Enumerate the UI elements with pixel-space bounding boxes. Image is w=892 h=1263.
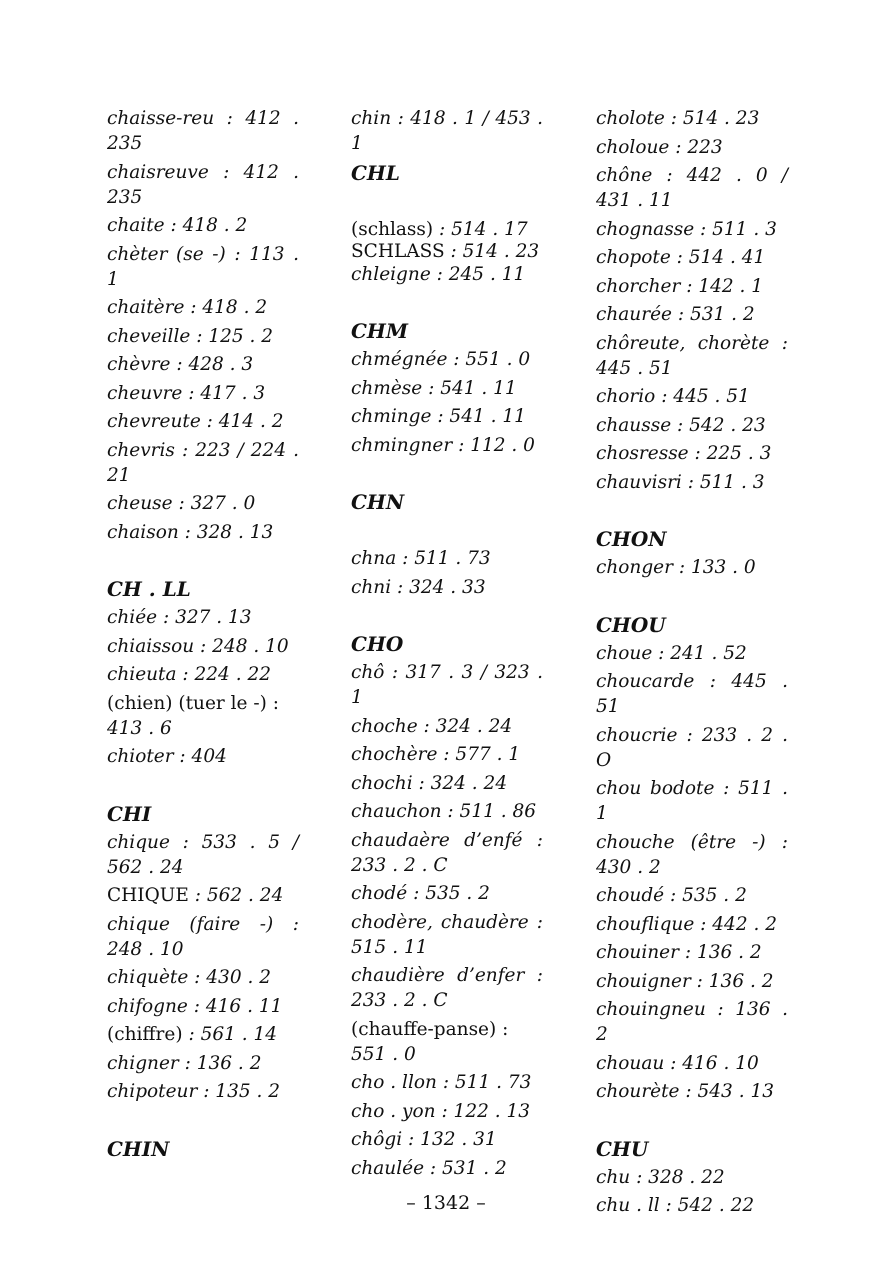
entry-chna: chna : 511 . 73 bbox=[351, 548, 491, 569]
entry-chien-term: (chien) (tuer le -) : bbox=[107, 692, 279, 714]
section-heading-chm: CHM bbox=[351, 319, 408, 343]
entry-chaulee: chaulée : 531 . 2 bbox=[351, 1157, 507, 1179]
entry-chiffre-term: (chiffre) bbox=[107, 1024, 183, 1045]
entry-chiee: chiée : 327 . 13 bbox=[107, 607, 252, 628]
section-heading-chin: CHIN bbox=[107, 1136, 170, 1161]
entry-chevreute: chevreute : 414 . 2 bbox=[107, 411, 284, 432]
entry-chmese: chmèse : 541 . 11 bbox=[351, 377, 517, 399]
entry-chiffre-ref: : 561 . 14 bbox=[182, 1024, 278, 1045]
entry-chioter: chioter : 404 bbox=[107, 746, 227, 767]
section-heading-ch-ll: CH . LL bbox=[107, 577, 191, 601]
entry-chevre: chèvre : 428 . 3 bbox=[107, 354, 254, 375]
entry-chni: chni : 324 . 33 bbox=[351, 576, 486, 598]
entry-cholote: cholote : 514 . 23 bbox=[596, 108, 760, 129]
entry-choue: choue : 241 . 52 bbox=[596, 642, 747, 664]
section-heading-chu: CHU bbox=[596, 1136, 649, 1161]
entry-chique-upper-term: CHIQUE bbox=[107, 885, 189, 906]
entry-chauvisri: chauvisri : 511 . 3 bbox=[596, 471, 765, 493]
entry-chauffe-panse bbox=[351, 1017, 543, 1067]
entry-choloue: choloue : 223 bbox=[596, 136, 723, 158]
entry-chone: chône : 442 . 0 / 431 . 11 bbox=[596, 165, 788, 211]
entry-chminge: chminge : 541 . 11 bbox=[351, 406, 526, 427]
entry-chouche: chouche (être -) : 430 . 2 bbox=[596, 831, 788, 878]
entry-chifogne: chifogne : 416 . 11 bbox=[107, 995, 283, 1017]
entry-chique-upper bbox=[107, 883, 299, 908]
entry-chigner: chigner : 136 . 2 bbox=[107, 1052, 262, 1074]
entry-chorio: chorio : 445 . 51 bbox=[596, 386, 750, 407]
entry-choreute: chôreute, chorète : 445 . 51 bbox=[596, 332, 788, 379]
entry-chu-ll: chu . ll : 542 . 22 bbox=[596, 1195, 755, 1216]
entry-chu: chu : 328 . 22 bbox=[596, 1166, 725, 1188]
entry-chmegnee: chmégnée : 551 . 0 bbox=[351, 349, 531, 370]
entry-chieuta: chieuta : 224 . 22 bbox=[107, 664, 272, 685]
entry-chique-faire: chique (faire -) : 248 . 10 bbox=[107, 913, 299, 960]
entry-cheveille: cheveille : 125 . 2 bbox=[107, 325, 274, 347]
entry-schlass-upper bbox=[351, 239, 543, 264]
entry-chosresse: chosresse : 225 . 3 bbox=[596, 443, 772, 464]
entry-choche: choche : 324 . 24 bbox=[351, 715, 513, 737]
section-heading-chi: CHI bbox=[107, 801, 152, 826]
entry-chonger: chonger : 133 . 0 bbox=[596, 557, 756, 578]
page-number: – 1342 – bbox=[406, 1192, 486, 1214]
entry-chollon: cho . llon : 511 . 73 bbox=[351, 1072, 532, 1093]
entry-chorcher: chorcher : 142 . 1 bbox=[596, 275, 764, 297]
entry-chognasse: chognasse : 511 . 3 bbox=[596, 218, 777, 240]
entry-chouflique: chouflique : 442 . 2 bbox=[596, 913, 778, 935]
entry-cheuvre: cheuvre : 417 . 3 bbox=[107, 382, 266, 404]
section-heading-chn: CHN bbox=[351, 490, 405, 514]
entry-schlass-term: (schlass) bbox=[351, 218, 434, 240]
entry-chaudaere: chaudaère d’enfé : 233 . 2 . C bbox=[351, 829, 543, 876]
entry-chiquete: chiquète : 430 . 2 bbox=[107, 967, 271, 988]
entry-chaison: chaison : 328 . 13 bbox=[107, 521, 274, 543]
entry-chausse: chausse : 542 . 23 bbox=[596, 414, 766, 436]
entry-cho: chô : 317 . 3 / 323 . 1 bbox=[351, 662, 543, 708]
entry-chevris: chevris : 223 / 224 . 21 bbox=[107, 439, 299, 486]
entry-chiffre bbox=[107, 1022, 299, 1047]
entry-choucarde: choucarde : 445 . 51 bbox=[596, 671, 788, 717]
entry-chodere: chodère, chaudère : 515 . 11 bbox=[351, 911, 543, 958]
entry-chin: chin : 418 . 1 / 453 . 1 bbox=[351, 108, 543, 154]
index-column-1 bbox=[107, 106, 299, 1165]
entry-cheuse: cheuse : 327 . 0 bbox=[107, 493, 256, 514]
entry-chipoteur: chipoteur : 135 . 2 bbox=[107, 1081, 281, 1102]
section-heading-chl: CHL bbox=[351, 160, 400, 185]
entry-chopote: chopote : 514 . 41 bbox=[596, 247, 766, 268]
section-heading-cho: CHO bbox=[351, 632, 404, 656]
entry-choyon: cho . yon : 122 . 13 bbox=[351, 1100, 531, 1122]
entry-chaite: chaite : 418 . 2 bbox=[107, 215, 248, 236]
section-heading-chon: CHON bbox=[596, 527, 667, 551]
entry-schlass-upper-ref: : 514 . 23 bbox=[444, 241, 540, 262]
entry-chode: chodé : 535 . 2 bbox=[351, 883, 490, 904]
entry-chouingneu: chouingneu : 136 . 2 bbox=[596, 999, 788, 1045]
entry-choude: choudé : 535 . 2 bbox=[596, 885, 747, 906]
entry-chmingner: chmingner : 112 . 0 bbox=[351, 434, 535, 456]
entry-chochi: chochi : 324 . 24 bbox=[351, 772, 508, 794]
entry-chauffe-panse-term: (chauffe-panse) : bbox=[351, 1018, 509, 1040]
entry-chogi: chôgi : 132 . 31 bbox=[351, 1129, 497, 1150]
entry-chourete: chourète : 543 . 13 bbox=[596, 1081, 774, 1102]
entry-choucrie: choucrie : 233 . 2 . O bbox=[596, 724, 788, 771]
entry-chochere: chochère : 577 . 1 bbox=[351, 744, 521, 765]
entry-chaisreuve: chaisreuve : 412 . 235 bbox=[107, 161, 299, 208]
entry-schlass bbox=[351, 217, 543, 242]
entry-schlass-ref: : 514 . 17 bbox=[433, 218, 528, 240]
entry-chouau: chouau : 416 . 10 bbox=[596, 1052, 759, 1074]
entry-schlass-upper-term: SCHLASS bbox=[351, 241, 445, 262]
entry-chien bbox=[107, 691, 299, 741]
entry-chiaissou: chiaissou : 248 . 10 bbox=[107, 635, 289, 657]
entry-chaitere: chaitère : 418 . 2 bbox=[107, 297, 268, 318]
entry-chauchon: chauchon : 511 . 86 bbox=[351, 801, 537, 822]
entry-chaisse-reu: chaisse-reu : 412 . 235 bbox=[107, 108, 299, 154]
entry-chouigner: chouigner : 136 . 2 bbox=[596, 970, 774, 992]
entry-chou-bodote: chou bodote : 511 . 1 bbox=[596, 778, 788, 824]
index-column-3 bbox=[596, 106, 788, 1222]
index-column-2 bbox=[351, 106, 543, 1184]
entry-chaudiere: chaudière d’enfer : 233 . 2 . C bbox=[351, 965, 543, 1011]
entry-chique-upper-ref: : 562 . 24 bbox=[188, 885, 284, 906]
entry-chleigne: chleigne : 245 . 11 bbox=[351, 263, 526, 285]
entry-chique: chique : 533 . 5 / 562 . 24 bbox=[107, 831, 299, 878]
entry-chauree: chaurée : 531 . 2 bbox=[596, 304, 755, 325]
entry-cheter: chèter (se -) : 113 . 1 bbox=[107, 243, 299, 290]
section-heading-chou: CHOU bbox=[596, 612, 666, 637]
entry-chouiner: chouiner : 136 . 2 bbox=[596, 942, 762, 963]
entry-chien-ref: 413 . 6 bbox=[107, 717, 172, 739]
entry-chauffe-panse-ref: 551 . 0 bbox=[351, 1043, 416, 1065]
